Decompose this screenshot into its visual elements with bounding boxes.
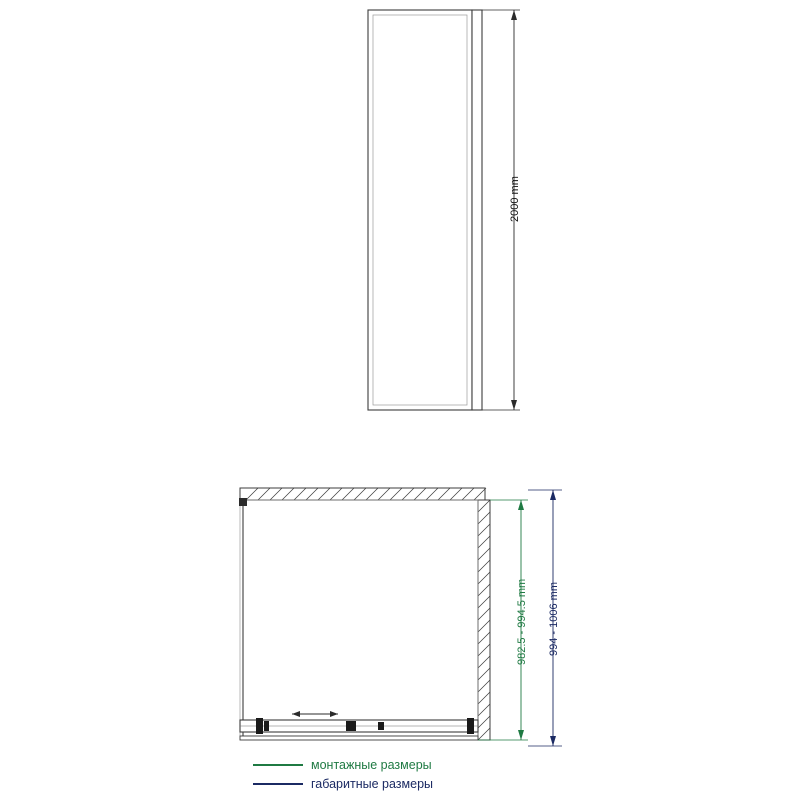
roller-block-right <box>378 722 384 730</box>
vertical-wall-profile <box>472 10 482 410</box>
arrow-up-icon <box>511 10 517 20</box>
elevation-height-label: 2000 mm <box>509 176 521 222</box>
top-plan-view <box>239 488 562 746</box>
legend-label-overall: габаритные размеры <box>311 777 434 791</box>
legend-label-mount: монтажные размеры <box>311 758 432 772</box>
plan-outer-dimension-label: 994 - 1006 mm <box>548 582 560 656</box>
arrow-down-icon <box>511 400 517 410</box>
roller-block-left <box>256 718 263 734</box>
sliding-direction-arrow <box>292 711 338 717</box>
roller-block-far-right <box>467 718 474 734</box>
glass-panel-outline <box>368 10 472 410</box>
bottom-threshold <box>240 736 478 740</box>
inner-arrow-up-icon <box>518 500 524 510</box>
front-elevation-view <box>368 10 520 410</box>
plan-inner-dimension-label: 982.5 - 994.5 mm <box>516 578 528 665</box>
roller-block-left-2 <box>264 721 269 731</box>
enclosure-area-outline <box>240 500 478 736</box>
top-left-bracket <box>239 498 247 506</box>
right-wall-band <box>478 500 490 740</box>
inner-arrow-down-icon <box>518 730 524 740</box>
handle-block-center <box>346 721 356 731</box>
outer-arrow-up-icon <box>550 490 556 500</box>
outer-arrow-down-icon <box>550 736 556 746</box>
legend-swatches <box>253 765 303 784</box>
